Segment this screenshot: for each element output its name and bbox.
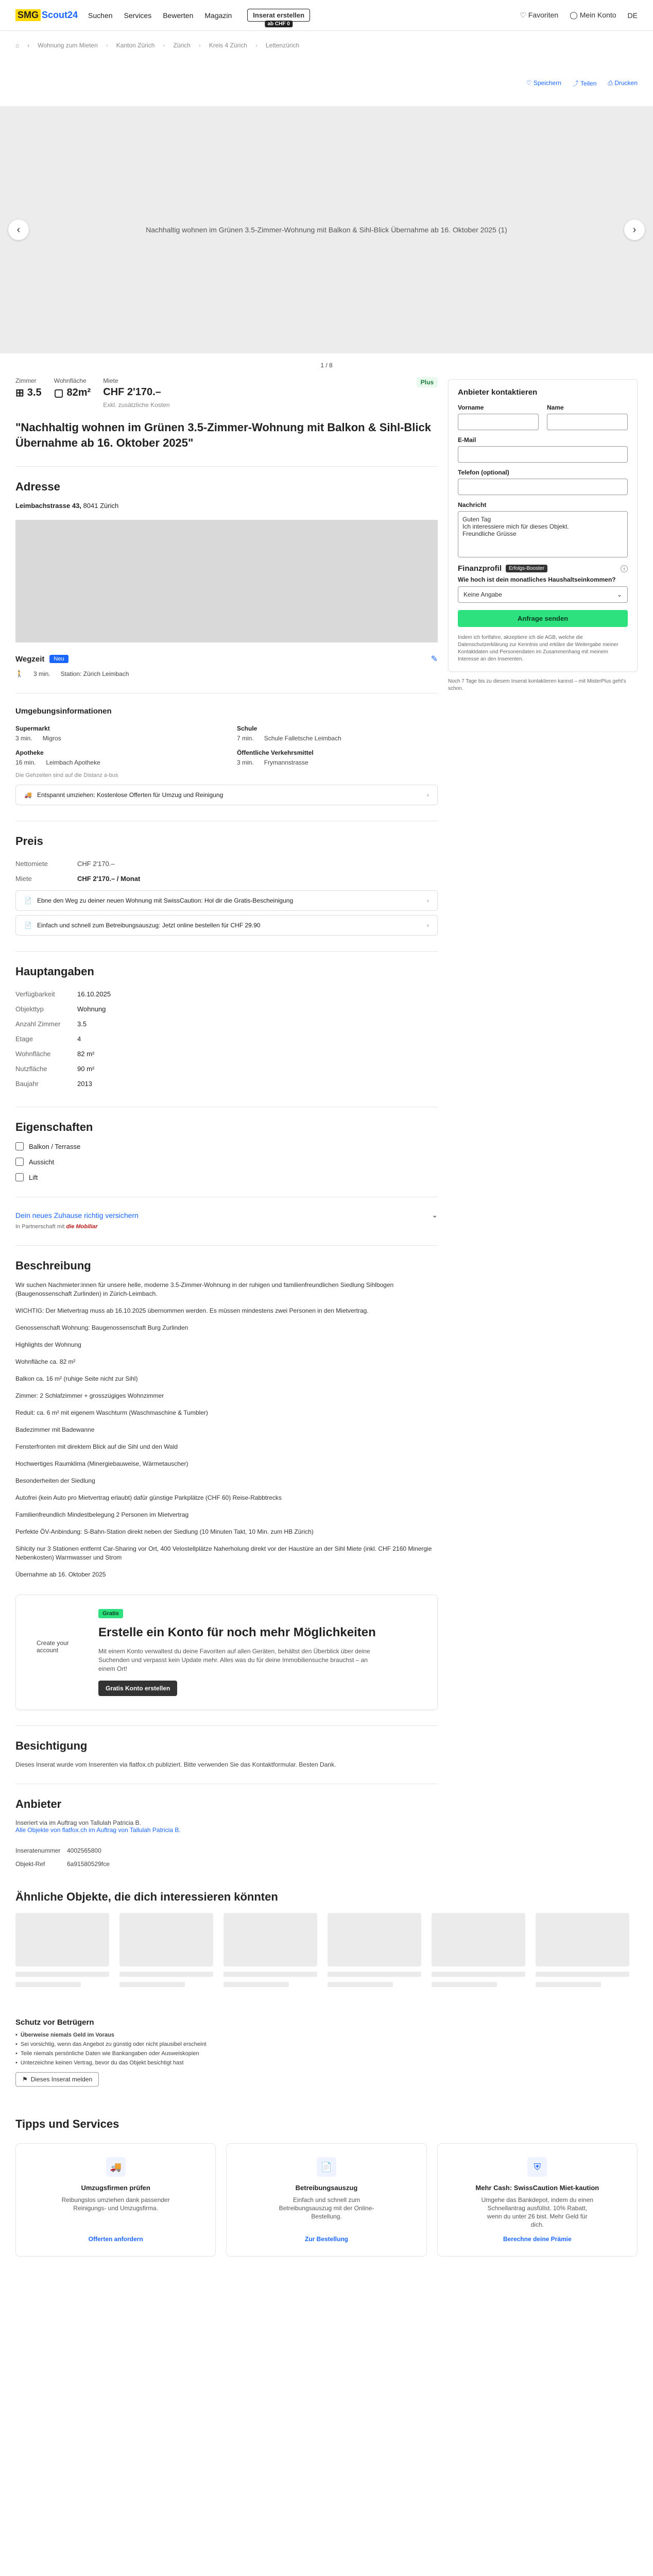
partner-text: In Partnerschaft mit <box>15 1224 65 1230</box>
provider-key: Objekt-Ref <box>15 1860 45 1868</box>
feature-label: Lift <box>29 1173 38 1181</box>
feature-label: Aussicht <box>29 1158 55 1166</box>
income-select[interactable] <box>458 586 628 603</box>
item-title: Apotheke <box>15 749 44 756</box>
description-paragraph: Genossenschaft Wohnung: Baugenossenschaft Burg Zurlinden <box>15 1324 188 1331</box>
infrastructure-section <box>15 693 438 805</box>
item-title: Supermarkt <box>15 725 50 732</box>
favorites-link[interactable] <box>520 11 558 20</box>
provider-objects-link[interactable]: Alle Objekte von flatfox.ch im Auftrag von Tallulah Patricia B. <box>15 1826 181 1834</box>
image-gallery[interactable] <box>0 106 653 353</box>
similar-cards <box>15 1913 638 1987</box>
card-line <box>432 1972 525 1977</box>
fact-value-row <box>54 386 91 399</box>
infrastructure-note: Die Gehzeiten sind auf die Distanz a-bus <box>15 772 118 778</box>
finance-profile-row <box>458 564 628 573</box>
viewing-section <box>15 1725 438 1768</box>
similar-card-placeholder[interactable] <box>432 1913 525 1987</box>
print-label: Drucken <box>614 79 638 87</box>
heart-icon: ♡ <box>520 11 526 19</box>
swisscaution-link[interactable] <box>15 890 438 911</box>
fact-label: Miete <box>103 377 118 384</box>
item-row <box>237 759 438 766</box>
walk-icon: 🚶 <box>15 670 23 677</box>
contact-sidebar <box>448 377 638 1886</box>
account-body <box>98 1608 376 1696</box>
section-heading: Beschreibung <box>15 1259 91 1272</box>
fraud-item: • Überweise niemals Geld im Voraus <box>15 2032 638 2038</box>
elevator-icon <box>15 1173 24 1181</box>
tip-link[interactable]: Zur Bestellung <box>304 2235 348 2243</box>
commute-header <box>15 654 438 664</box>
card-line <box>119 1982 185 1987</box>
listing-title: "Nachhaltig wohnen im Grünen 3.5-Zimmer-Wohnung mit Balkon & Sihl-Blick Übernahme ab 16. Oktober 2025" <box>15 421 431 449</box>
feature-item <box>15 1173 438 1181</box>
item-distance: 3 min. <box>237 759 254 766</box>
section-heading: Hauptangaben <box>15 965 94 978</box>
truck-icon: 🚚 <box>24 791 32 799</box>
infrastructure-grid <box>15 725 438 766</box>
fact-area <box>54 377 91 399</box>
tip-text: Einfach und schnell zum Betreibungsauszug mit der Online-Bestellung. <box>279 2196 374 2220</box>
account-side-text: Create your account <box>37 1639 69 1654</box>
item-row <box>15 759 216 766</box>
similar-card-placeholder[interactable] <box>536 1913 629 1987</box>
card-line <box>328 1982 393 1987</box>
card-line <box>224 1972 317 1977</box>
account-text: Mit einem Konto verwaltest du deine Favoriten auf allen Geräten, behältst den Überblick über deine Suchenden und verpasst kein Update mehr. Alles was du für deine Immobiliensuche brauchst – an einem Ort! <box>98 1648 370 1672</box>
description-paragraph: Zimmer: 2 Schlafzimmer + grosszügiges Wohnzimmer <box>15 1392 164 1399</box>
detail-row <box>15 1031 438 1046</box>
similar-card-placeholder[interactable] <box>15 1913 109 1987</box>
item-distance: 7 min. <box>237 735 254 742</box>
infrastructure-item <box>15 725 216 742</box>
fraud-item: • Sei vorsichtig, wenn das Angebot zu günstig oder nicht plausibel erscheint <box>15 2041 638 2047</box>
address-city: 8041 Zürich <box>83 502 119 510</box>
fraud-list <box>15 2032 638 2066</box>
detail-row <box>15 1016 438 1031</box>
detail-value: 2013 <box>77 1080 92 1088</box>
breadcrumb-item[interactable]: Lettenzürich <box>265 42 300 49</box>
contact-heading: Anbieter kontaktieren <box>458 388 538 397</box>
breadcrumb-item[interactable]: Kanton Zürich <box>116 42 155 49</box>
rooms-icon: ⊞ <box>15 387 24 399</box>
contact-form <box>448 379 638 672</box>
item-row <box>15 735 216 742</box>
tip-card <box>15 2143 216 2257</box>
tips-section <box>0 2117 653 2257</box>
detail-key: Verfügbarkeit <box>15 990 55 998</box>
item-row <box>237 735 438 742</box>
card-line <box>15 1972 109 1977</box>
gallery-counter: 1 / 8 <box>320 362 333 369</box>
partner-logo: die Mobiliar <box>66 1224 98 1230</box>
edit-icon[interactable]: ✎ <box>431 655 438 664</box>
chevron-right-icon: › <box>427 922 429 929</box>
tip-link[interactable]: Berechne deine Prämie <box>503 2235 572 2243</box>
insurance-link[interactable]: Dein neues Zuhause richtig versichern <box>15 1211 139 1219</box>
breadcrumb-separator: › <box>106 42 108 49</box>
page-content <box>0 377 653 1886</box>
report-listing-button[interactable] <box>15 2072 99 2087</box>
info-icon[interactable]: i <box>621 565 628 572</box>
firstname-label: Vorname <box>458 404 484 411</box>
provider-section <box>15 1784 438 1871</box>
viewing-text: Dieses Inserat wurde vom Inserenten via flatfox.ch publiziert. Bitte verwenden Sie das Kontaktformular. Besten Dank. <box>15 1761 336 1768</box>
section-heading: Anbieter <box>15 1798 62 1810</box>
message-label: Nachricht <box>458 501 487 509</box>
back-icon[interactable]: ‹ <box>27 42 30 49</box>
save-label: Speichern <box>533 79 561 87</box>
document-icon: 📄 <box>317 2157 336 2177</box>
description-paragraph: Wir suchen Nachmieter:innen für unsere helle, moderne 3.5-Zimmer-Wohnung in der ruhigen und familienfreundlichen Siedlung Sihlbogen (Baugenossenschaft Zurlinden) in Zürich-Leimbach. <box>15 1281 394 1297</box>
description-paragraph: Wohnfläche ca. 82 m² <box>15 1358 76 1365</box>
infrastructure-item <box>237 749 438 766</box>
chevron-right-icon: › <box>427 791 429 799</box>
detail-value: 90 m² <box>77 1065 95 1073</box>
firstname-group <box>458 404 539 430</box>
card-line <box>328 1972 421 1977</box>
chevron-down-icon[interactable]: ⌄ <box>432 1211 438 1219</box>
fraud-item: • Teile niemals persönliche Daten wie Bankangaben oder Ausweiskopien <box>15 2050 638 2057</box>
document-icon: 📄 <box>24 922 32 929</box>
spacer <box>15 1834 438 1844</box>
breadcrumb-separator: › <box>255 42 257 49</box>
infrastructure-item <box>15 749 216 766</box>
description-paragraph: Balkon ca. 16 m² (ruhige Seite nicht zur Sihl) <box>15 1375 138 1382</box>
section-heading: Ähnliche Objekte, die dich interessieren könnten <box>15 1890 278 1903</box>
description-paragraph: WICHTIG: Der Mietvertrag muss ab 16.10.2025 übernommen werden. Es müssen mindestens zwei Personen in den Mietvertrag. <box>15 1307 369 1314</box>
message-textarea[interactable] <box>458 511 628 557</box>
description-paragraph: Familienfreundlich Mindestbelegung 2 Personen im Mietvertrag <box>15 1511 189 1518</box>
description-paragraph: Sihlcity nur 3 Stationen entfernt Car-Sharing vor Ort, 400 Velostellplätze Naherholung direkt vor der Haustüre an der Sihl Miete (inkl. CHF 2160 Minergie Nebenkosten) Warmwasser und Strom <box>15 1545 432 1561</box>
detail-row <box>15 1076 438 1091</box>
fraud-item: • Unterzeichne keinen Vertrag, bevor du das Objekt besichtigt hast <box>15 2060 638 2066</box>
similar-listings-section <box>0 1890 653 1987</box>
income-value: Keine Angabe <box>463 591 502 598</box>
description-paragraph: Reduit: ca. 6 m² mit eigenem Waschturm (Waschmaschine & Tumbler) <box>15 1409 208 1416</box>
finance-label: Finanzprofil <box>458 564 502 573</box>
fact-value: CHF 2'170.– <box>103 386 161 398</box>
detail-value: 3.5 <box>77 1020 87 1028</box>
share-button[interactable]: ⤴ Teilen <box>572 79 597 87</box>
account-label: Mein Konto <box>579 11 616 19</box>
plus-badge: Plus <box>417 377 438 387</box>
card-image <box>119 1913 213 1967</box>
phone-group <box>458 469 628 495</box>
key-facts <box>15 377 438 409</box>
infrastructure-item <box>237 725 438 742</box>
fact-value: 3.5 <box>27 387 42 398</box>
phone-input[interactable] <box>458 479 628 495</box>
new-badge: Neu <box>49 655 68 663</box>
provider-value: 4002565800 <box>67 1847 101 1854</box>
area-icon: ▢ <box>54 387 64 399</box>
section-heading: Schutz vor Betrügern <box>15 2018 94 2027</box>
price-key: Nettomiete <box>15 860 48 868</box>
provider-row <box>15 1844 438 1857</box>
logo-mark: SMG <box>15 9 41 21</box>
address-street: Leimbachstrasse 43, <box>15 502 81 510</box>
insert-listing-button[interactable] <box>247 9 310 27</box>
card-line <box>119 1972 213 1977</box>
commute-heading: Wegzeit <box>15 654 45 664</box>
free-badge: Gratis <box>98 1609 123 1618</box>
lastname-group <box>547 404 628 430</box>
debt-extract-link[interactable] <box>15 915 438 936</box>
user-icon: ◯ <box>570 11 578 19</box>
description-paragraph: Autofrei (kein Auto pro Mietvertrag erlaubt) dafür günstige Parkplätze (CHF 60) Reise-Rabbtrecks <box>15 1494 282 1501</box>
top-navigation <box>0 0 653 31</box>
nav-services[interactable]: Services <box>124 11 152 20</box>
fact-label: Zimmer <box>15 377 37 384</box>
detail-key: Nutzfläche <box>15 1065 47 1073</box>
price-row <box>15 856 438 871</box>
moving-offer-text: Entspannt umziehen: Kostenlose Offerten für Umzug und Reinigung <box>37 791 224 799</box>
similar-card-placeholder[interactable] <box>224 1913 317 1987</box>
item-distance: 16 min. <box>15 759 36 766</box>
price-row <box>15 871 438 886</box>
nav-suchen[interactable]: Suchen <box>88 11 113 20</box>
fact-value-row <box>15 386 42 399</box>
detail-value: 82 m² <box>77 1050 95 1058</box>
feature-item <box>15 1158 438 1166</box>
chevron-down-icon: ⌄ <box>616 591 622 598</box>
card-image <box>224 1913 317 1967</box>
card-line <box>432 1982 497 1987</box>
email-input[interactable] <box>458 446 628 463</box>
detail-key: Etage <box>15 1035 33 1043</box>
description-paragraph: Fensterfronten mit direktem Blick auf die Sihl und den Wald <box>15 1443 178 1450</box>
description-paragraph: Badezimmer mit Badewanne <box>15 1426 95 1433</box>
fraud-protection-section <box>0 2018 653 2087</box>
gallery-image-caption: Nachhaltig wohnen im Grünen 3.5-Zimmer-Wohnung mit Balkon & Sihl-Blick Übernahme ab 16. Oktober 2025 (1) <box>146 226 507 234</box>
item-title: Öffentliche Verkehrsmittel <box>237 749 314 756</box>
description-paragraph: Highlights der Wohnung <box>15 1341 81 1348</box>
item-name: Schule Falletsche Leimbach <box>264 735 341 742</box>
insert-listing-badge: ab CHF 0 <box>265 21 292 27</box>
tip-title: Mehr Cash: SwissCaution Miet-kaution <box>475 2184 599 2192</box>
description-paragraph: Perfekte ÖV-Anbindung: S-Bahn-Station direkt neben der Siedlung (10 Minuten Takt, 10 Min. zum HB Zürich) <box>15 1528 314 1535</box>
details-section <box>15 951 438 1091</box>
commute-destination: Station: Zürich Leimbach <box>60 670 129 677</box>
card-line <box>536 1982 601 1987</box>
card-image <box>536 1913 629 1967</box>
price-value: CHF 2'170.– <box>77 860 115 868</box>
tip-text: Reibungslos umziehen dank passender Reinigungs- und Umzugsfirma. <box>61 2196 170 2212</box>
item-distance: 3 min. <box>15 735 32 742</box>
insurance-row <box>15 1211 438 1219</box>
gallery-prev-button[interactable]: ‹ <box>8 219 29 240</box>
provider-key: Inseratenummer <box>15 1847 61 1854</box>
gallery-next-button[interactable]: › <box>624 219 645 240</box>
insurance-partner <box>15 1224 438 1230</box>
commute-time: 3 min. <box>33 670 50 677</box>
breadcrumb-item[interactable]: Zürich <box>173 42 191 49</box>
tip-card <box>226 2143 426 2257</box>
tip-title: Betreibungsauszug <box>295 2184 358 2192</box>
section-heading: Tipps und Services <box>15 2117 119 2130</box>
promo-text: Ebne den Weg zu deiner neuen Wohnung mit SwissCaution: Hol dir die Gratis-Bescheinigung <box>37 897 294 904</box>
detail-key: Anzahl Zimmer <box>15 1020 61 1028</box>
tip-link[interactable]: Offerten anfordern <box>88 2235 143 2243</box>
features-section <box>15 1107 438 1181</box>
favorites-label: Favoriten <box>528 11 559 19</box>
income-question: Wie hoch ist dein monatliches Haushaltseinkommen? <box>458 576 616 583</box>
firstname-input[interactable] <box>458 414 539 430</box>
price-key: Miete <box>15 875 32 883</box>
address-section <box>15 466 438 677</box>
similar-card-placeholder[interactable] <box>328 1913 421 1987</box>
provider-row <box>15 1857 438 1871</box>
email-group <box>458 436 628 463</box>
booster-badge: Erfolgs-Booster <box>506 565 547 572</box>
detail-key: Wohnfläche <box>15 1050 51 1058</box>
detail-key: Baujahr <box>15 1080 39 1088</box>
section-heading: Besichtigung <box>15 1739 88 1752</box>
balcony-icon <box>15 1142 24 1150</box>
lastname-label: Name <box>547 404 564 411</box>
save-button[interactable]: ♡ Speichern <box>526 79 561 87</box>
share-label: Teilen <box>580 79 597 87</box>
detail-row <box>15 987 438 1002</box>
commute-row <box>15 670 438 677</box>
tip-text: Umgehe das Bankdepot, indem du einen Schnellantrag ausfüllst. 10% Rabatt, wenn du unter 26 bist. Mehr Geld für dich. <box>481 2196 594 2228</box>
flag-icon: ⚑ <box>22 2076 28 2083</box>
breadcrumb-separator: › <box>198 42 201 49</box>
main-column <box>15 377 438 1886</box>
shield-icon: ⛨ <box>527 2157 547 2177</box>
fact-sub: Exkl. zusätzliche Kosten <box>103 401 170 409</box>
feature-item <box>15 1142 438 1150</box>
send-request-button[interactable]: Anfrage senden <box>458 610 628 627</box>
item-name: Leimbach Apotheke <box>46 759 100 766</box>
card-image <box>432 1913 525 1967</box>
print-button[interactable]: ⎙ Drucken <box>608 79 638 87</box>
listing-actions <box>0 60 653 106</box>
item-name: Frymannstrasse <box>264 759 308 766</box>
moving-offer-link[interactable] <box>15 785 438 805</box>
insert-listing-label: Inserat erstellen <box>253 11 305 19</box>
home-icon[interactable]: ⌂ <box>15 42 20 49</box>
email-label: E-Mail <box>458 436 476 444</box>
price-section <box>15 821 438 936</box>
section-heading: Umgebungsinformationen <box>15 707 112 716</box>
fact-rooms <box>15 377 42 399</box>
report-label: Dieses Inserat melden <box>30 2076 93 2083</box>
section-heading: Eigenschaften <box>15 1121 93 1133</box>
view-icon <box>15 1158 24 1166</box>
lastname-input[interactable] <box>547 414 628 430</box>
fact-label: Wohnfläche <box>54 377 87 384</box>
language-switch[interactable]: DE <box>627 11 638 20</box>
detail-value: 16.10.2025 <box>77 990 111 998</box>
truck-icon: 🚚 <box>106 2157 126 2177</box>
price-value: CHF 2'170.– / Monat <box>77 875 141 883</box>
card-line <box>536 1972 629 1977</box>
tip-title: Umzugsfirmen prüfen <box>81 2184 150 2192</box>
similar-card-placeholder[interactable] <box>119 1913 213 1987</box>
provider-value: 6a91580529fce <box>67 1860 110 1868</box>
phone-label: Telefon (optional) <box>458 469 509 476</box>
legal-text: Indem ich fortfahre, akzeptiere ich die AGB, welche die Datenschutzerklärung zur Kenntnis und erkläre die Weitergabe meiner Kontaktdaten und Personendaten im Zusammenhang mit meinem Interesse an den Inserenten. <box>458 635 618 662</box>
description-section <box>15 1245 438 1579</box>
item-title: Schule <box>237 725 257 732</box>
document-icon: 📄 <box>24 897 32 904</box>
card-image <box>15 1913 109 1967</box>
create-account-banner <box>15 1595 438 1710</box>
detail-value: 4 <box>77 1035 81 1043</box>
name-row <box>458 404 628 430</box>
card-line <box>224 1982 289 1987</box>
header-actions <box>520 11 638 20</box>
chevron-right-icon: › <box>427 897 429 904</box>
detail-row <box>15 1046 438 1061</box>
item-name: Migros <box>42 735 61 742</box>
create-account-button[interactable]: Gratis Konto erstellen <box>98 1681 177 1696</box>
detail-row <box>15 1002 438 1016</box>
card-image <box>328 1913 421 1967</box>
breadcrumb <box>0 31 653 60</box>
section-heading: Adresse <box>15 480 60 493</box>
feature-label: Balkon / Terrasse <box>29 1142 81 1150</box>
detail-row <box>15 1061 438 1076</box>
breadcrumb-separator: › <box>163 42 165 49</box>
section-heading: Preis <box>15 835 43 848</box>
account-title: Erstelle ein Konto für noch mehr Möglichkeiten <box>98 1625 376 1639</box>
description-paragraph: Besonderheiten der Siedlung <box>15 1477 95 1484</box>
promo-text: Einfach und schnell zum Betreibungsauszug: Jetzt online bestellen für CHF 29.90 <box>37 922 261 929</box>
contact-stat: Noch 7 Tage bis zu diesem Inserat kontaktieren kannst – mit MisterPlus geht's schon. <box>448 679 626 691</box>
detail-key: Objekttyp <box>15 1005 44 1013</box>
map[interactable] <box>15 520 438 642</box>
description-paragraph: Übernahme ab 16. Oktober 2025 <box>15 1571 106 1578</box>
breadcrumb-item[interactable]: Wohnung zum Mieten <box>38 42 98 49</box>
message-group <box>458 501 628 559</box>
tips-grid <box>15 2143 638 2257</box>
fact-value: 82m² <box>66 387 91 398</box>
main-nav <box>88 11 232 20</box>
logo-text: Scout24 <box>42 10 78 20</box>
breadcrumb-item[interactable]: Kreis 4 Zürich <box>209 42 247 49</box>
detail-value: Wohnung <box>77 1005 106 1013</box>
provider-name: Inseriert via im Auftrag von Tallulah Patricia B. <box>15 1819 141 1826</box>
insurance-section[interactable] <box>15 1197 438 1230</box>
fact-rent <box>103 377 169 409</box>
address-text <box>15 502 438 510</box>
account-link[interactable] <box>570 11 616 20</box>
logo[interactable] <box>15 9 78 21</box>
card-line <box>15 1982 81 1987</box>
tip-card <box>437 2143 638 2257</box>
description-paragraph: Hochwertiges Raumklima (Minergiebauweise, Wärmetauscher) <box>15 1460 188 1467</box>
nav-magazin[interactable]: Magazin <box>204 11 232 20</box>
nav-bewerten[interactable]: Bewerten <box>163 11 194 20</box>
